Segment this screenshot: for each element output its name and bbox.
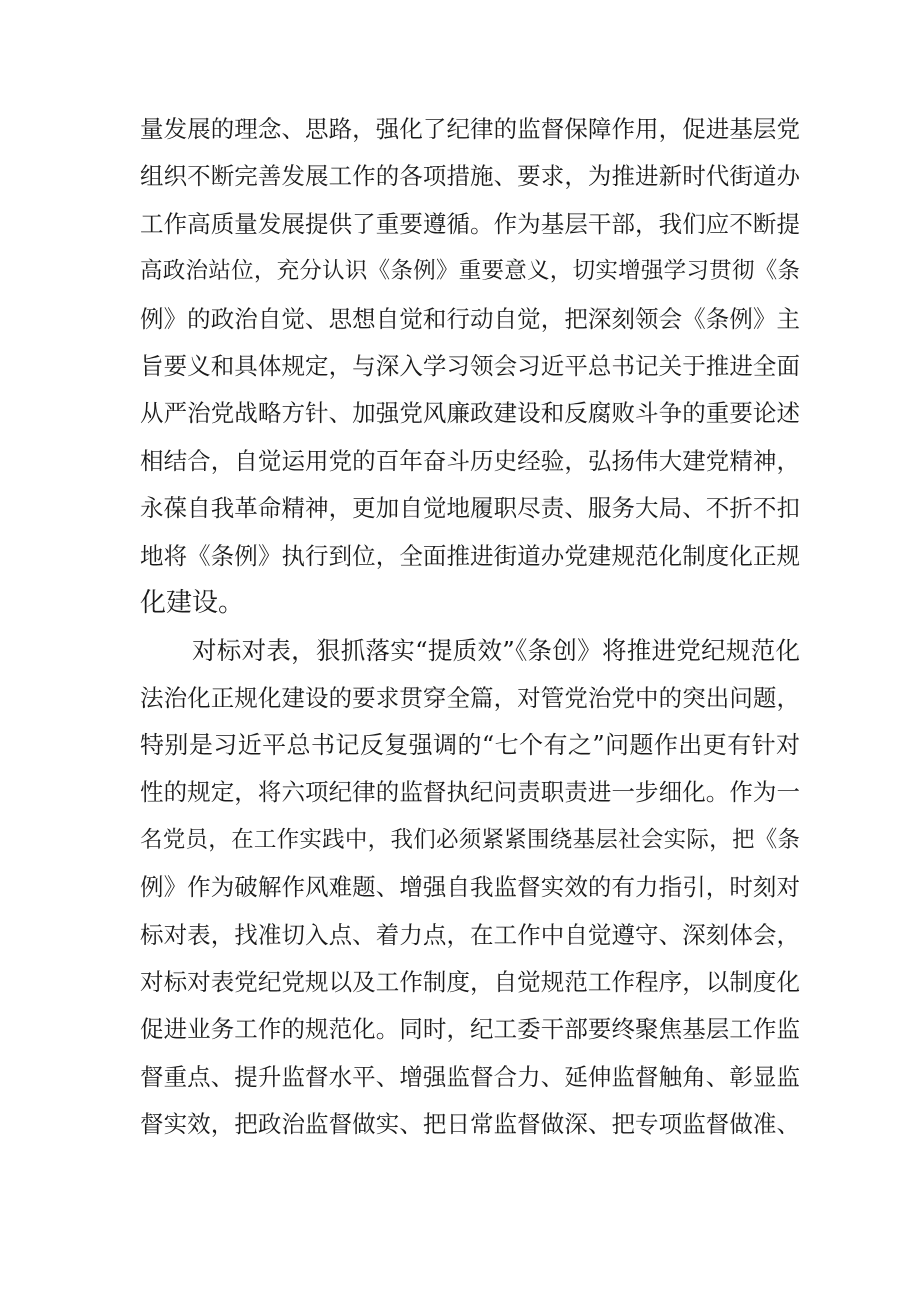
- text-line: 对标对表党纪党规以及工作制度，自觉规范工作程序，以制度化: [140, 968, 800, 997]
- text-line: 旨要义和具体规定，与深入学习领会习近平总书记关于推进全面: [140, 351, 800, 380]
- text-line: 督重点、提升监督水平、增强监督合力、延伸监督触角、彰显监: [140, 1062, 800, 1091]
- text-line: 特别是习近平总书记反复强调的“七个有之”问题作出更有针对: [140, 731, 800, 760]
- text-line-paragraph-end: 化建设。: [140, 587, 245, 618]
- text-line: 地将《条例》执行到位，全面推进街道办党建规范化制度化正规: [140, 541, 800, 570]
- text-line: 相结合，自觉运用党的百年奋斗历史经验，弘扬伟大建党精神，: [140, 446, 800, 475]
- text-line: 量发展的理念、思路，强化了纪律的监督保障作用，促进基层党: [140, 115, 800, 143]
- text-line: 督实效，把政治监督做实、把日常监督做深、把专项监督做准、: [140, 1110, 800, 1139]
- text-line: 永葆自我革命精神，更加自觉地履职尽责、服务大局、不折不扣: [140, 494, 800, 523]
- text-line: 例》的政治自觉、思想自觉和行动自觉，把深刻领会《条例》主: [140, 304, 800, 333]
- text-line: 例》作为破解作风难题、增强自我监督实效的有力指引，时刻对: [140, 873, 800, 902]
- text-line: 性的规定，将六项纪律的监督执纪问责职责进一步细化。作为一: [140, 778, 800, 807]
- text-line: 名党员，在工作实践中，我们必须紧紧围绕基层社会实际，把《条: [140, 826, 800, 853]
- text-line-paragraph-start: 对标对表，狠抓落实“提质效”《条创》将推进党纪规范化: [192, 636, 800, 666]
- text-line: 标对表，找准切入点、着力点，在工作中自觉遵守、深刻体会，: [140, 920, 800, 949]
- text-line: 从严治党战略方针、加强党风廉政建设和反腐败斗争的重要论述: [140, 399, 800, 428]
- body-text: [140, 106, 800, 1149]
- text-line: 高政治站位，充分认识《条例》重要意义，切实增强学习贯彻《条: [140, 258, 800, 285]
- text-line: 法治化正规化建设的要求贯穿全篇，对管党治党中的突出问题，: [140, 683, 800, 712]
- text-line: 促进业务工作的规范化。同时，纪工委干部要终聚焦基层工作监: [140, 1015, 800, 1044]
- text-line: 组织不断完善发展工作的各项措施、要求，为推进新时代街道办: [140, 162, 800, 191]
- text-line: 工作高质量发展提供了重要遵循。作为基层干部，我们应不断提: [140, 209, 800, 238]
